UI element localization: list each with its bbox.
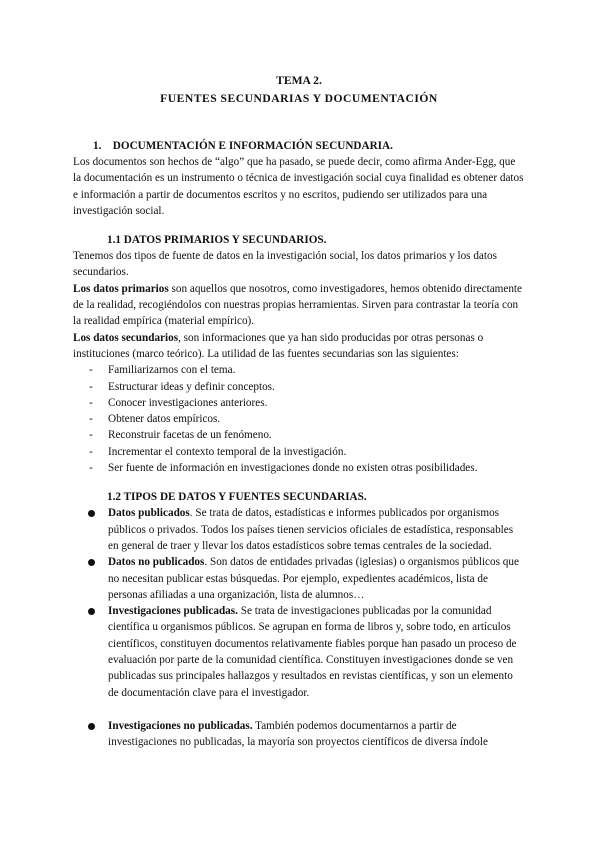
- list-item: - Estructurar ideas y definir conceptos.: [73, 379, 525, 395]
- primarios-term: Los datos primarios: [73, 282, 169, 295]
- item-text: Se trata de investigaciones publicadas por la comunidad científica u organismos públicos. Se agrupan en forma de libros y, sobre todo, en artículos científicos, constituyen documentos relativamente fiables porque han pasado un proceso de evaluación por parte de la comunidad científica. Constituyen investigaciones donde se ven publicadas sus principales hallazgos y resultados en revistas científicas, y son un elemento de documentación clave para el investigador.: [108, 605, 517, 699]
- list-item: - Reconstruir facetas de un fenómeno.: [73, 427, 525, 443]
- item-term: Investigaciones no publicadas.: [108, 719, 253, 732]
- item-term: Datos publicados: [108, 507, 190, 520]
- title-line-2: FUENTES SECUNDARIAS Y DOCUMENTACIÓN: [160, 92, 438, 105]
- list-item: - Obtener datos empíricos.: [73, 411, 525, 427]
- item-term: Investigaciones publicadas.: [108, 605, 238, 618]
- secundarios-term: Los datos secundarios: [73, 331, 179, 344]
- uses-list: [73, 362, 525, 476]
- bullet-icon: [88, 559, 95, 566]
- bullet-icon: [88, 723, 95, 730]
- section-1-1-heading: 1.1 DATOS PRIMARIOS Y SECUNDARIOS.: [107, 234, 327, 247]
- list-item: [73, 718, 525, 751]
- primarios-text: son aquellos que nosotros, como investigadores, hemos obtenido directamente de la realidad, recogiéndolos con nuestras propias herramientas. Sirven para contrastar la teoría con la realidad empírica (material empírico).: [73, 282, 522, 328]
- section-1-number: 1.: [93, 140, 102, 152]
- list-item: - Ser fuente de información en investigaciones donde no existen otras posibilidades.: [73, 460, 525, 476]
- bullet-icon: [88, 510, 95, 517]
- source-types-list: [73, 505, 525, 750]
- list-item: - Familiarizarnos con el tema.: [73, 362, 525, 378]
- section-1-heading: [73, 138, 525, 154]
- secundarios-paragraph: [73, 330, 525, 363]
- section-1-paragraph: Los documentos son hechos de “algo” que ha pasado, se puede decir, como afirma Ander-Egg, que la documentación es un instrumento o técnica de investigación social cuya finalidad es obtener datos e información a partir de documentos escritos y no escritos, pudiendo ser utilizados para una investigación social.: [73, 156, 524, 217]
- document-title: [73, 72, 525, 108]
- list-item: - Incrementar el contexto temporal de la investigación.: [73, 444, 525, 460]
- item-text: . Son datos de entidades privadas (iglesias) o organismos públicos que no necesitan publicar estas búsquedas. Por ejemplo, expedientes académicos, lista de personas afiliadas a una organización, lista de alumnos…: [108, 556, 519, 601]
- primarios-paragraph: [73, 281, 525, 330]
- secundarios-text: , son informaciones que ya han sido producidas por otras personas o instituciones (marco teórico). La utilidad de las fuentes secundarias son las siguientes:: [73, 331, 484, 360]
- document-body: [73, 72, 525, 751]
- item-text: También podemos documentarnos a partir de investigaciones no publicadas, la mayoría son proyectos científicos de diversa índole: [108, 719, 488, 749]
- item-term: Datos no publicados: [108, 556, 205, 569]
- list-item: [73, 505, 525, 554]
- section-1-1-intro: Tenemos dos tipos de fuente de datos en la investigación social, los datos primarios y los datos secundarios.: [73, 250, 497, 279]
- section-1-heading-text: DOCUMENTACIÓN E INFORMACIÓN SECUNDARIA.: [112, 140, 393, 152]
- list-item: [73, 603, 525, 701]
- item-text: . Se trata de datos, estadísticas e informes publicados por organismos públicos o privados. Todos los países tienen servicios oficiales de estadística, responsables en general de traer y llevar los datos estadísticos sobre temas centrales de la sociedad.: [108, 507, 514, 552]
- section-1-2-heading: 1.2 TIPOS DE DATOS Y FUENTES SECUNDARIAS.: [107, 491, 367, 504]
- bullet-icon: [88, 608, 95, 615]
- list-item: - Conocer investigaciones anteriores.: [73, 395, 525, 411]
- title-line-1: TEMA 2.: [276, 74, 322, 87]
- list-item: [73, 554, 525, 603]
